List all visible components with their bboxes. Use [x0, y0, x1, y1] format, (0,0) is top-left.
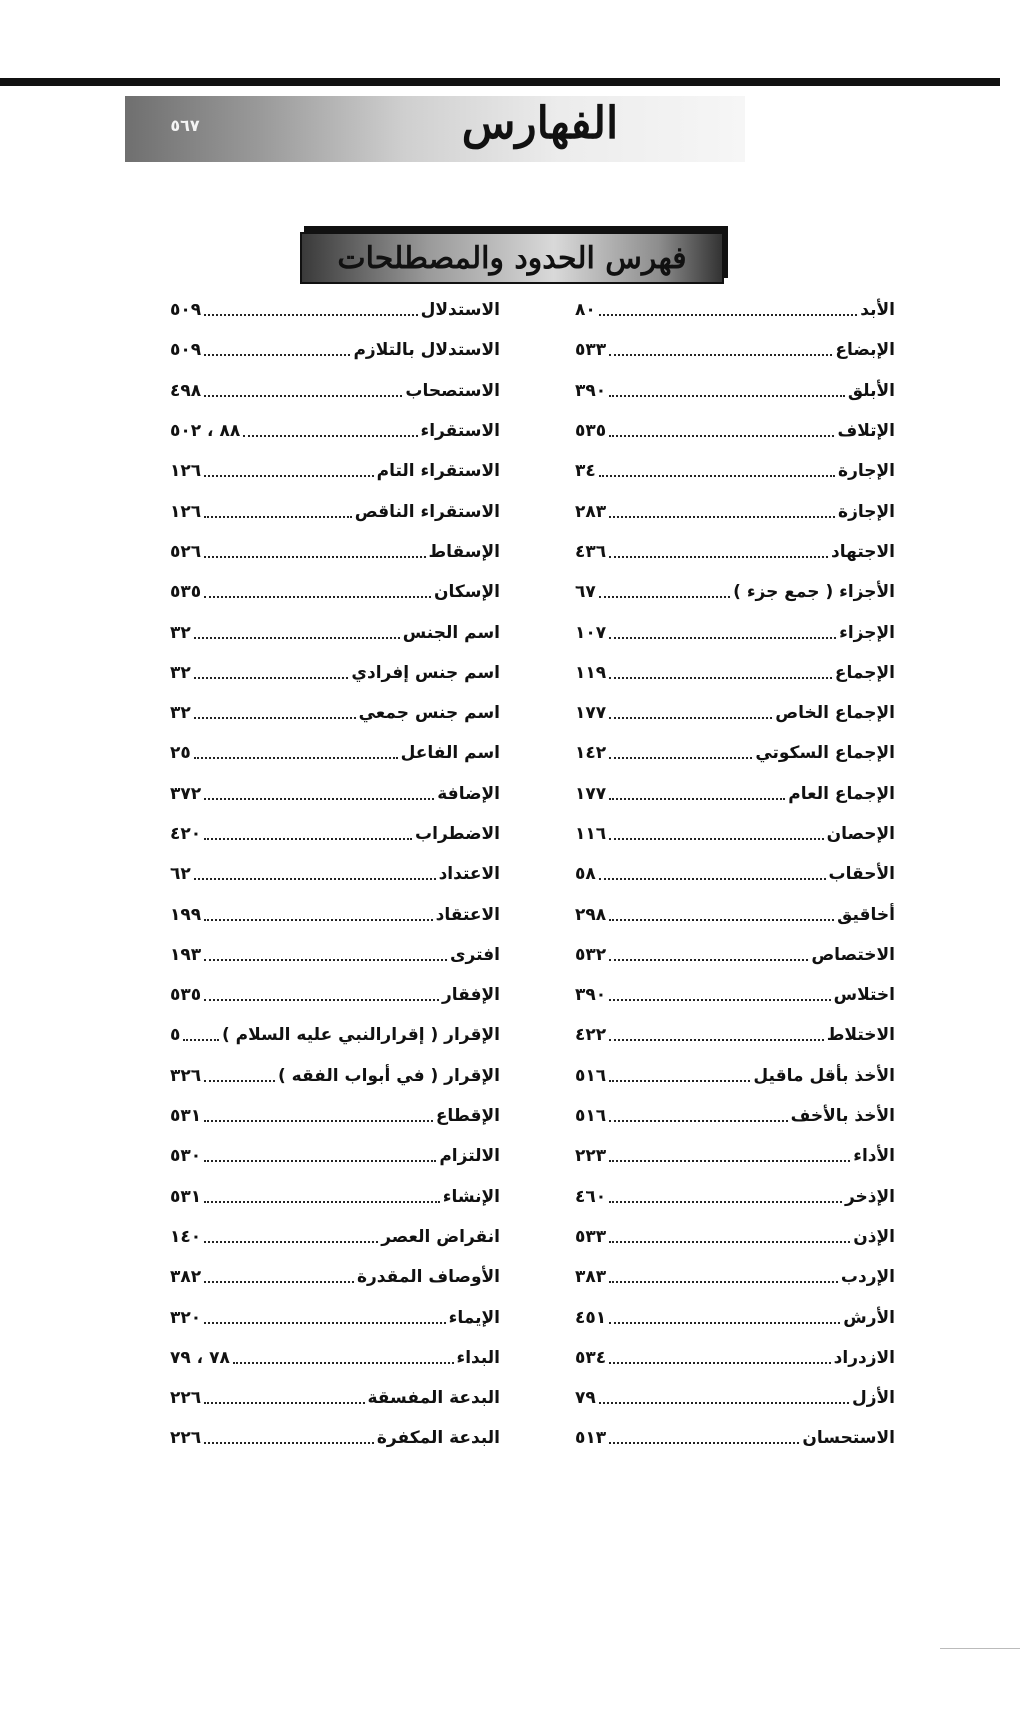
index-page-number: ١٤٠ — [170, 1226, 202, 1247]
index-term: الإجماع العام — [788, 783, 895, 804]
index-page-number: ٦٢ — [170, 864, 191, 885]
index-page-number: ٥٠٩ — [170, 300, 202, 321]
index-entry — [170, 1418, 500, 1458]
dot-leader — [609, 838, 823, 840]
index-term: الاستدلال بالتلازم — [353, 340, 500, 361]
dot-leader — [609, 395, 845, 397]
index-page-number: ٣٩٠ — [575, 985, 607, 1006]
index-page-number: ٥٣٢ — [575, 944, 607, 965]
index-term: الإفقار — [441, 985, 500, 1006]
index-page-number: ٣٢ — [170, 703, 191, 724]
index-page-number: ٦٧ — [575, 582, 596, 603]
index-entry — [170, 330, 500, 370]
index-term: الإجزاء — [839, 622, 895, 643]
index-page-number: ١٢٦ — [170, 461, 202, 482]
index-entry — [575, 733, 895, 773]
index-entry — [170, 653, 500, 693]
index-term: الإسقاط — [428, 541, 500, 562]
dot-leader — [204, 1201, 440, 1203]
index-entry — [170, 1378, 500, 1418]
index-entry — [575, 935, 895, 975]
index-term: الاختصاص — [811, 944, 895, 965]
index-entry — [170, 612, 500, 652]
index-page-number: ٥٣٥ — [170, 985, 202, 1006]
index-term: الاضطراب — [415, 824, 500, 844]
index-column-left — [170, 290, 500, 1459]
index-term: الإسكان — [434, 582, 500, 603]
index-entry — [575, 894, 895, 934]
index-page-number: ٥ — [170, 1025, 181, 1046]
index-page-number: ٣٢٦ — [170, 1065, 202, 1086]
index-entry — [575, 491, 895, 531]
index-page-number: ١٧٧ — [575, 783, 607, 804]
index-term: الاستدلال — [420, 300, 500, 321]
dot-leader — [204, 1402, 364, 1404]
dot-leader — [243, 435, 417, 437]
index-entry — [575, 1056, 895, 1096]
index-entry — [170, 371, 500, 411]
index-entry — [575, 1015, 895, 1055]
index-entry — [170, 1056, 500, 1096]
index-entry — [170, 1217, 500, 1257]
index-entry — [170, 290, 500, 330]
index-page-number: ٣٢٠ — [170, 1307, 202, 1328]
index-term: البداء — [456, 1347, 500, 1368]
index-term: انقراض العصر — [381, 1226, 500, 1247]
index-term: الأخذ بأقل ماقيل — [753, 1065, 895, 1086]
dot-leader — [204, 1281, 354, 1283]
dot-leader — [609, 999, 830, 1001]
index-term: الإقطاع — [435, 1106, 500, 1127]
index-page-number: ٥١٣ — [575, 1428, 607, 1449]
index-entry — [170, 814, 500, 854]
index-page-number: ٤٢٠ — [170, 824, 202, 844]
dot-leader — [183, 1039, 219, 1041]
index-page-number: ٣٤ — [575, 461, 596, 482]
dot-leader — [609, 1241, 850, 1243]
index-term: الاستحسان — [802, 1428, 895, 1449]
index-page-number: ٤٥١ — [575, 1307, 607, 1328]
index-page-number: ٨٠ — [575, 300, 596, 321]
index-page-number: ٥٨ — [575, 864, 596, 885]
index-entry — [575, 451, 895, 491]
index-page-number: ٤٢٢ — [575, 1025, 607, 1046]
index-term: الإجارة — [838, 461, 895, 482]
index-entry — [575, 330, 895, 370]
index-page-number: ٥٣٥ — [170, 582, 202, 603]
index-entry — [575, 653, 895, 693]
index-term: الأزل — [851, 1388, 895, 1409]
dot-leader — [609, 637, 836, 639]
index-page-number: ٢٢٦ — [170, 1428, 202, 1449]
section-banner — [300, 232, 724, 284]
index-term: الاعتداد — [438, 864, 500, 885]
index-page-number: ٥٣٠ — [170, 1146, 202, 1167]
index-entry — [575, 1378, 895, 1418]
dot-leader — [609, 677, 832, 679]
page-number: ٥٦٧ — [170, 116, 200, 135]
index-entry — [170, 894, 500, 934]
index-page-number: ٣٩٠ — [575, 380, 607, 401]
index-entry — [170, 693, 500, 733]
dot-leader — [609, 757, 752, 759]
index-entry — [575, 854, 895, 894]
index-entry — [575, 1217, 895, 1257]
index-term: الإذن — [853, 1226, 895, 1247]
dot-leader — [609, 1039, 824, 1041]
index-entry — [170, 1177, 500, 1217]
index-page-number: ٥١٦ — [575, 1065, 607, 1086]
index-page-number: ٣٢ — [170, 622, 191, 643]
index-term: البدعة المفسقة — [367, 1388, 500, 1409]
dot-leader — [609, 1120, 787, 1122]
index-term: الإردب — [840, 1267, 895, 1288]
index-entry — [170, 854, 500, 894]
index-entry — [575, 975, 895, 1015]
index-term: الإذخر — [844, 1186, 895, 1207]
index-page-number: ٥٣١ — [170, 1106, 202, 1127]
index-term: الأبد — [860, 300, 895, 321]
index-entry — [575, 612, 895, 652]
index-page-number: ٥٣٥ — [575, 421, 607, 442]
index-entry — [170, 975, 500, 1015]
index-term: الإتلاف — [837, 421, 895, 442]
index-entry — [575, 1136, 895, 1176]
index-term: الاختلاط — [826, 1025, 895, 1046]
index-entry — [575, 1177, 895, 1217]
index-page-number: ٢٥ — [170, 743, 191, 764]
index-entry — [575, 693, 895, 733]
index-term: اسم الفاعل — [400, 743, 500, 764]
dot-leader — [609, 1322, 840, 1324]
index-entry — [575, 774, 895, 814]
index-entry — [575, 814, 895, 854]
dot-leader — [194, 878, 436, 880]
index-page-number: ٥٣٣ — [575, 1226, 607, 1247]
dot-leader — [609, 1281, 838, 1283]
index-page-number: ٥١٦ — [575, 1106, 607, 1127]
index-page-number: ١١٦ — [575, 824, 607, 844]
dot-leader — [204, 1160, 436, 1162]
index-term: الاستقراء الناقص — [354, 501, 500, 522]
top-rule — [0, 78, 1000, 86]
dot-leader — [609, 959, 808, 961]
index-page-number: ١٧٧ — [575, 703, 607, 724]
dot-leader — [194, 717, 356, 719]
index-term: افترى — [449, 944, 500, 965]
dot-leader — [204, 919, 432, 921]
index-page-number: ٥٣٤ — [575, 1347, 607, 1368]
index-entry — [170, 1297, 500, 1337]
index-term: الاستقراء — [420, 421, 500, 442]
index-entry — [170, 1257, 500, 1297]
index-entry — [170, 572, 500, 612]
dot-leader — [609, 1362, 831, 1364]
index-term: الإبضاع — [835, 340, 895, 361]
index-entry — [575, 371, 895, 411]
index-entry — [170, 1338, 500, 1378]
index-page-number: ١٤٢ — [575, 743, 607, 764]
dot-leader — [204, 314, 417, 316]
index-term: الاستقراء التام — [376, 461, 500, 482]
index-page-number: ٨٨ ، ٥٠٢ — [170, 421, 241, 442]
dot-leader — [599, 314, 858, 316]
dot-leader — [609, 1080, 750, 1082]
index-term: الاستصحاب — [405, 380, 500, 401]
index-page-number: ١٩٣ — [170, 944, 202, 965]
dot-leader — [599, 878, 826, 880]
index-term: اسم جنس إفرادي — [351, 662, 500, 683]
index-entry — [170, 1096, 500, 1136]
index-entry — [170, 733, 500, 773]
dot-leader — [609, 798, 785, 800]
index-term: الإقرار ( في أبواب الفقه ) — [277, 1065, 500, 1086]
dot-leader — [204, 838, 412, 840]
index-term: الأوصاف المقدرة — [356, 1267, 500, 1288]
index-term: اسم جنس جمعي — [358, 703, 500, 724]
dot-leader — [204, 1080, 275, 1082]
index-entry — [575, 411, 895, 451]
index-page-number: ٣٧٢ — [170, 783, 202, 804]
index-term: الأرش — [843, 1307, 895, 1328]
index-page-number: ٥٠٩ — [170, 340, 202, 361]
index-page-number: ٢٨٣ — [575, 501, 607, 522]
index-entry — [575, 1257, 895, 1297]
index-page-number: ٥٣٣ — [575, 340, 607, 361]
dot-leader — [204, 475, 373, 477]
index-term: الإجماع — [834, 662, 895, 683]
index-entry — [575, 1096, 895, 1136]
dot-leader — [599, 596, 730, 598]
index-page-number: ٥٢٦ — [170, 541, 202, 562]
index-term: الإنشاء — [442, 1186, 500, 1207]
dot-leader — [204, 798, 434, 800]
index-entry — [170, 532, 500, 572]
dot-leader — [204, 596, 431, 598]
dot-leader — [609, 354, 832, 356]
dot-leader — [204, 395, 402, 397]
running-title: الفهارس — [461, 98, 619, 149]
index-term: البدعة المكفرة — [376, 1428, 500, 1449]
dot-leader — [204, 959, 447, 961]
index-term: الاجتهاد — [830, 541, 895, 562]
dot-leader — [599, 475, 835, 477]
index-page-number: ٤٦٠ — [575, 1186, 607, 1207]
dot-leader — [204, 1442, 374, 1444]
index-entry — [575, 1338, 895, 1378]
dot-leader — [194, 677, 349, 679]
dot-leader — [609, 919, 834, 921]
index-term: الإجازة — [838, 501, 895, 522]
index-term: الأخذ بالأخف — [790, 1106, 895, 1127]
index-term: الأداء — [853, 1146, 895, 1167]
index-term: اختلاس — [833, 985, 895, 1006]
index-entry — [575, 532, 895, 572]
index-entry — [170, 451, 500, 491]
index-term: الأجزاء ( جمع جزء ) — [733, 582, 895, 603]
dot-leader — [204, 1241, 378, 1243]
index-page-number: ٧٨ ، ٧٩ — [170, 1347, 230, 1368]
dot-leader — [204, 1120, 433, 1122]
footer-rule — [940, 1648, 1020, 1649]
index-entry — [575, 572, 895, 612]
index-entry — [170, 774, 500, 814]
dot-leader — [609, 1442, 799, 1444]
index-entry — [170, 491, 500, 531]
running-head-band — [125, 96, 745, 162]
index-entry — [575, 1418, 895, 1458]
dot-leader — [609, 435, 834, 437]
index-page-number: ٣٢ — [170, 662, 191, 683]
index-entry — [170, 1136, 500, 1176]
index-page-number: ٣٨٣ — [575, 1267, 607, 1288]
index-page-number: ٥٣١ — [170, 1186, 202, 1207]
index-page-number: ١٩٩ — [170, 904, 202, 925]
dot-leader — [599, 1402, 849, 1404]
dot-leader — [233, 1362, 454, 1364]
index-page-number: ٢٢٣ — [575, 1146, 607, 1167]
index-term: الاعتقاد — [435, 904, 500, 925]
dot-leader — [204, 999, 439, 1001]
index-term: الإجماع الخاص — [775, 703, 895, 724]
index-page-number: ٧٩ — [575, 1388, 596, 1409]
index-entry — [170, 411, 500, 451]
index-term: اسم الجنس — [402, 622, 500, 643]
index-page-number: ٤٣٦ — [575, 541, 607, 562]
index-page-number: ١٢٦ — [170, 501, 202, 522]
index-term: الإضافة — [437, 783, 500, 804]
index-term: الأحقاب — [828, 864, 895, 885]
index-page-number: ٢٩٨ — [575, 904, 607, 925]
index-entry — [170, 1015, 500, 1055]
dot-leader — [204, 1322, 446, 1324]
index-entry — [575, 290, 895, 330]
index-term: الإيماء — [448, 1307, 500, 1328]
index-term: الإجماع السكوتي — [755, 743, 895, 764]
section-title: فهرس الحدود والمصطلحات — [337, 240, 687, 276]
dot-leader — [609, 1160, 850, 1162]
dot-leader — [204, 556, 425, 558]
index-page-number: ٢٢٦ — [170, 1388, 202, 1409]
dot-leader — [609, 516, 835, 518]
dot-leader — [204, 516, 352, 518]
dot-leader — [609, 1201, 842, 1203]
index-term: الإقرار ( إقرارالنبي عليه السلام ) — [221, 1025, 500, 1046]
index-term: الأبلق — [847, 380, 895, 401]
dot-leader — [194, 757, 398, 759]
index-page-number: ١١٩ — [575, 662, 607, 683]
dot-leader — [204, 354, 350, 356]
index-entry — [170, 935, 500, 975]
index-entry — [575, 1297, 895, 1337]
dot-leader — [609, 556, 828, 558]
index-column-right — [575, 290, 895, 1459]
index-page-number: ١٠٧ — [575, 622, 607, 643]
index-term: الازدراد — [833, 1347, 895, 1368]
dot-leader — [609, 717, 772, 719]
index-term: الإحصان — [826, 824, 895, 844]
index-term: الالتزام — [439, 1146, 500, 1167]
dot-leader — [194, 637, 400, 639]
index-page-number: ٣٨٢ — [170, 1267, 202, 1288]
index-term: أخاقيق — [837, 904, 895, 925]
index-page-number: ٤٩٨ — [170, 380, 202, 401]
